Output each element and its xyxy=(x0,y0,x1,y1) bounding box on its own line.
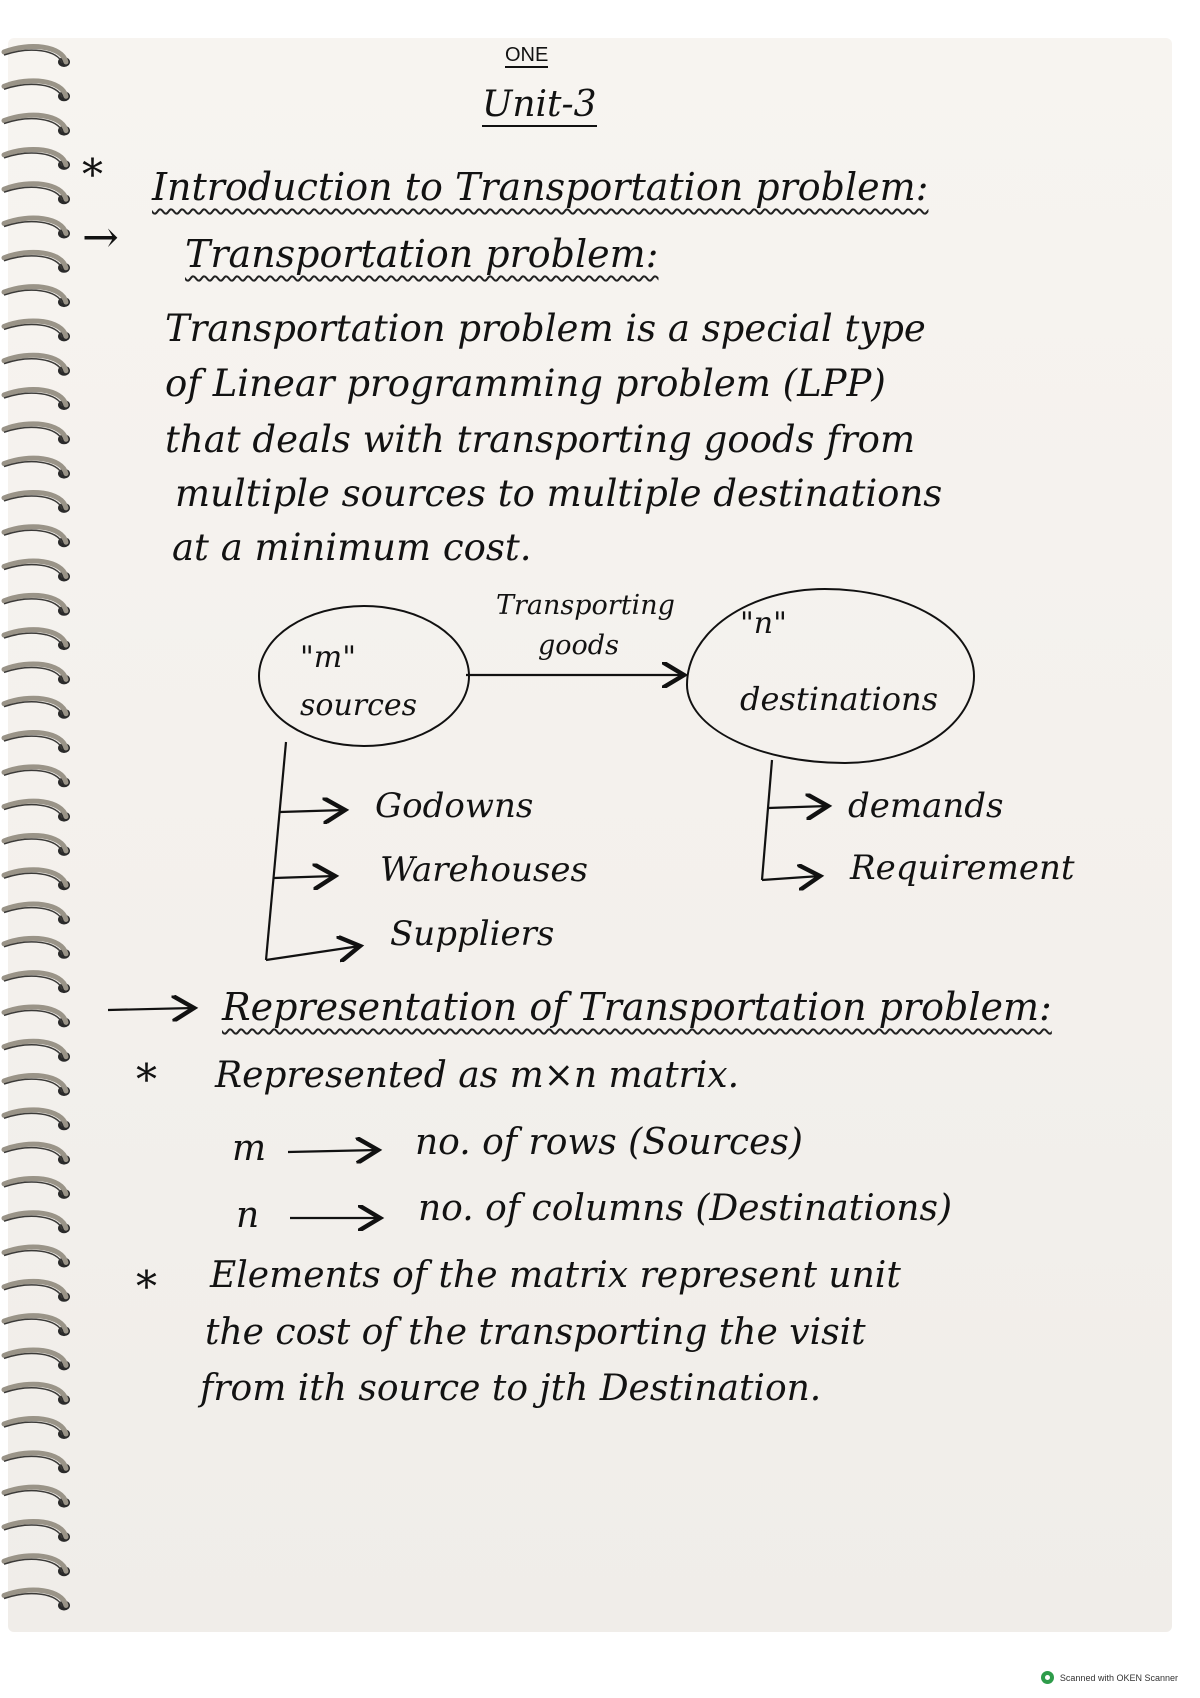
definition-line-2: of Linear programming problem (LPP) xyxy=(165,362,886,405)
unit-title: Unit-3 xyxy=(482,84,597,125)
scanner-watermark xyxy=(1041,1671,1178,1684)
source-item-godowns: Godowns xyxy=(375,786,534,826)
point2-star: * xyxy=(136,1262,157,1311)
subtitle: Transportation problem: xyxy=(185,232,659,276)
m-variable: m xyxy=(232,1128,267,1169)
definition-line-3: that deals with transporting goods from xyxy=(165,418,916,461)
scanner-logo-icon xyxy=(1041,1671,1054,1684)
definition-line-5: at a minimum cost. xyxy=(172,526,532,569)
transport-label-1: Transporting xyxy=(496,590,675,621)
heading-star: * xyxy=(82,150,103,199)
point1-star: * xyxy=(136,1055,157,1104)
m-description: no. of rows (Sources) xyxy=(415,1122,803,1163)
definition-line-4: multiple sources to multiple destinations xyxy=(175,472,943,515)
representation-point-1: Represented as m×n matrix. xyxy=(215,1055,740,1096)
header-one: ONE xyxy=(505,44,549,66)
source-label: sources xyxy=(300,688,418,723)
point2-line-3: from ith source to jth Destination. xyxy=(200,1368,822,1409)
definition-line-1: Transportation problem is a special type xyxy=(165,307,926,350)
transport-label-2: goods xyxy=(538,630,619,661)
subtitle-arrow: → xyxy=(82,212,119,263)
dest-item-requirement: Requirement xyxy=(850,848,1075,888)
destination-label: destinations xyxy=(740,680,939,718)
representation-heading: Representation of Transportation problem: xyxy=(222,985,1052,1029)
source-item-warehouses: Warehouses xyxy=(380,850,588,890)
section-title: Introduction to Transportation problem: xyxy=(152,165,929,209)
source-variable: "m" xyxy=(300,640,357,675)
point2-line-2: the cost of the transporting the visit xyxy=(205,1312,866,1353)
source-item-suppliers: Suppliers xyxy=(390,914,555,954)
scanner-text: Scanned with OKEN Scanner xyxy=(1059,1672,1178,1683)
n-variable: n xyxy=(236,1195,260,1236)
dest-item-demands: demands xyxy=(848,786,1004,826)
n-description: no. of columns (Destinations) xyxy=(418,1188,953,1229)
point2-line-1: Elements of the matrix represent unit xyxy=(210,1255,901,1296)
destination-variable: "n" xyxy=(740,606,787,641)
